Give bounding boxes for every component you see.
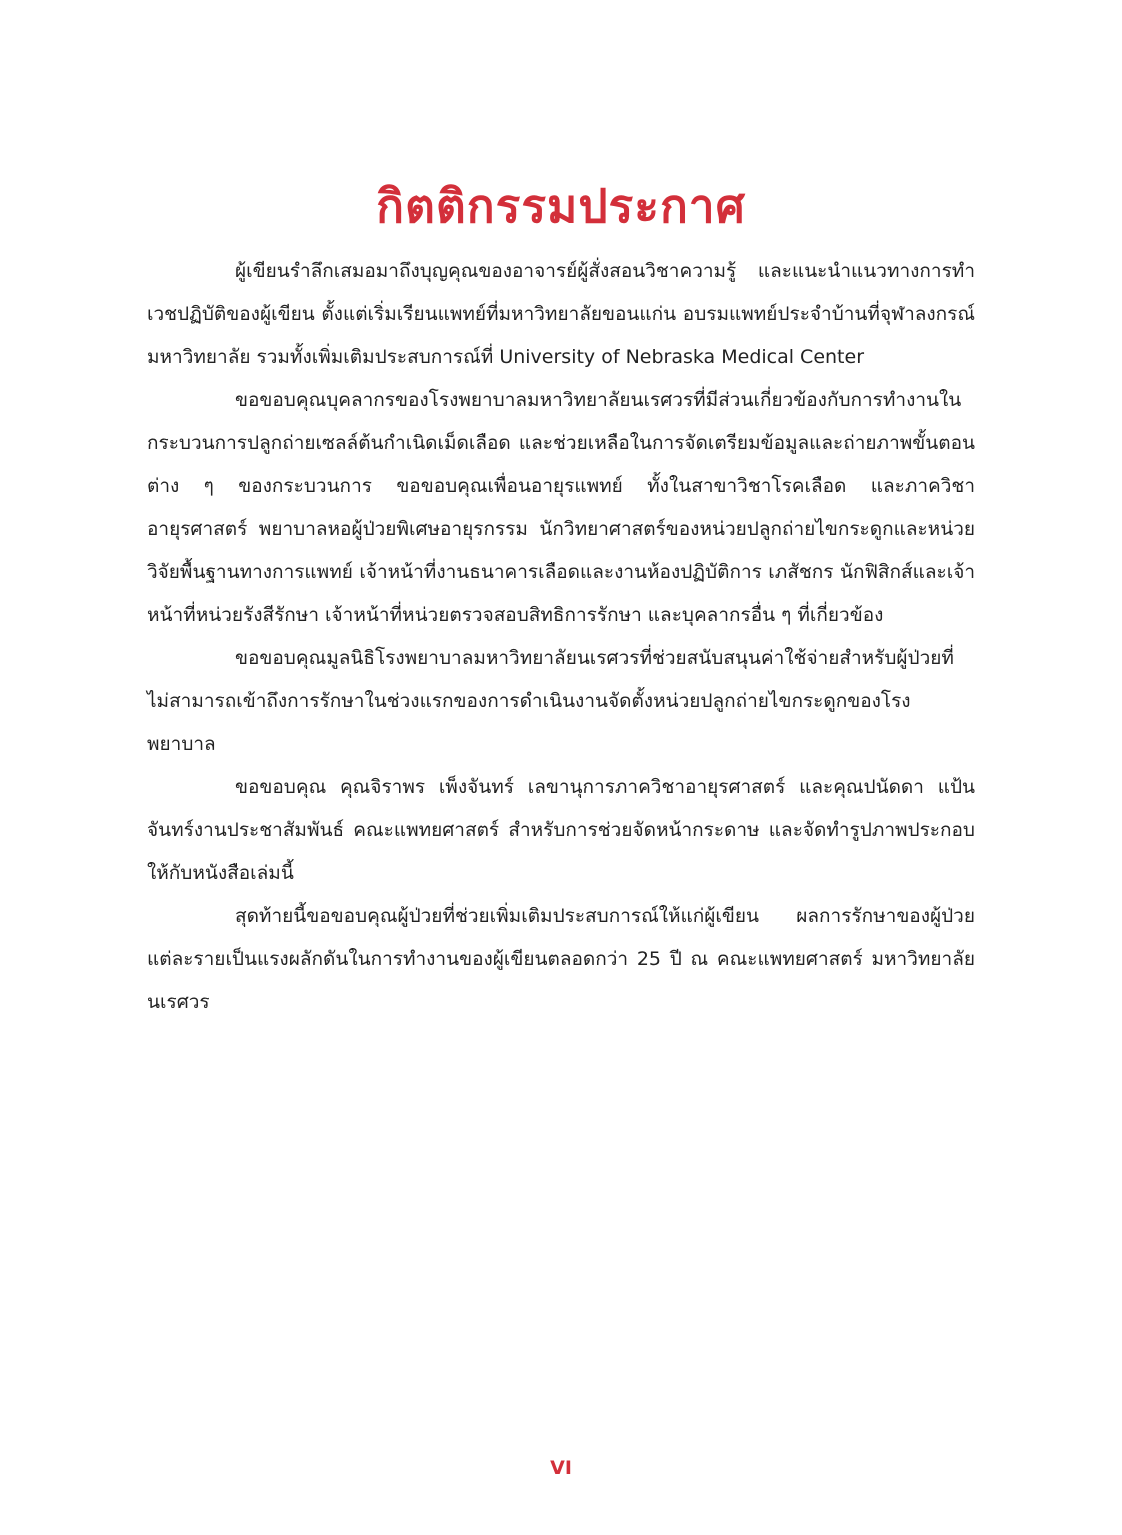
page-number: VI: [550, 1457, 572, 1479]
paragraph-patients: สุดท้ายนี้ขอขอบคุณผู้ป่วยที่ช่วยเพิ่มเติมประสบการณ์ให้แก่ผู้เขียน ผลการรักษาของผู้ป่วยแต่ละรายเป็นแรงผลักดันในการทำงานของผู้เขียนตลอดกว่า 25 ปี ณ คณะแพทยศาสตร์ มหาวิทยาลัยนเรศวร: [147, 905, 975, 1013]
paragraph-foundation: ขอขอบคุณมูลนิธิโรงพยาบาลมหาวิทยาลัยนเรศวรที่ช่วยสนับสนุนค่าใช้จ่ายสำหรับผู้ป่วยที่ไม่สามารถเข้าถึงการรักษาในช่วงแรกของการดำเนินงานจัดตั้งหน่วยปลูกถ่ายไขกระดูกของโรงพยาบาล: [147, 647, 954, 755]
paragraph-hospital-staff: ขอขอบคุณบุคลากรของโรงพยาบาลมหาวิทยาลัยนเรศวรที่มีส่วนเกี่ยวข้องกับการทำงานในกระบวนการปลูกถ่ายเซลล์ต้นกำเนิดเม็ดเลือด และช่วยเหลือในการจัดเตรียมข้อมูลและถ่ายภาพขั้นตอนต่าง ๆ ของกระบวนการ ขอขอบคุณเพื่อนอายุรแพทย์ ทั้งในสาขาวิชาโรคเลือด และภาควิชาอายุรศาสตร์ พยาบาลหอผู้ป่วยพิเศษอายุรกรรม นักวิทยาศาสตร์ของหน่วยปลูกถ่ายไขกระดูกและหน่วยวิจัยพื้นฐานทางการแพทย์ เจ้าหน้าที่งานธนาคารเลือดและงานห้องปฏิบัติการ เภสัชกร นักฟิสิกส์และเจ้าหน้าที่หน่วยรังสีรักษา เจ้าหน้าที่หน่วยตรวจสอบสิทธิการรักษา และบุคลากรอื่น ๆ ที่เกี่ยวข้อง: [147, 389, 975, 626]
page-title: กิตติกรรมประกาศ: [376, 178, 746, 233]
acknowledgement-body: [147, 250, 975, 1024]
paragraph-teachers: ผู้เขียนรำลึกเสมอมาถึงบุญคุณของอาจารย์ผู้สั่งสอนวิชาความรู้ และแนะนำแนวทางการทำเวชปฏิบัติของผู้เขียน ตั้งแต่เริ่มเรียนแพทย์ที่มหาวิทยาลัยขอนแก่น อบรมแพทย์ประจำบ้านที่จุฬาลงกรณ์มหาวิทยาลัย รวมทั้งเพิ่มเติมประสบการณ์ที่ University of Nebraska Medical Center: [147, 260, 975, 368]
paragraph-layout-help: ขอขอบคุณ คุณจิราพร เพ็งจันทร์ เลขานุการภาควิชาอายุรศาสตร์ และคุณปนัดดา แป้นจันทร์งานประชาสัมพันธ์ คณะแพทยศาสตร์ สำหรับการช่วยจัดหน้ากระดาษ และจัดทำรูปภาพประกอบให้กับหนังสือเล่มนี้: [147, 776, 975, 884]
